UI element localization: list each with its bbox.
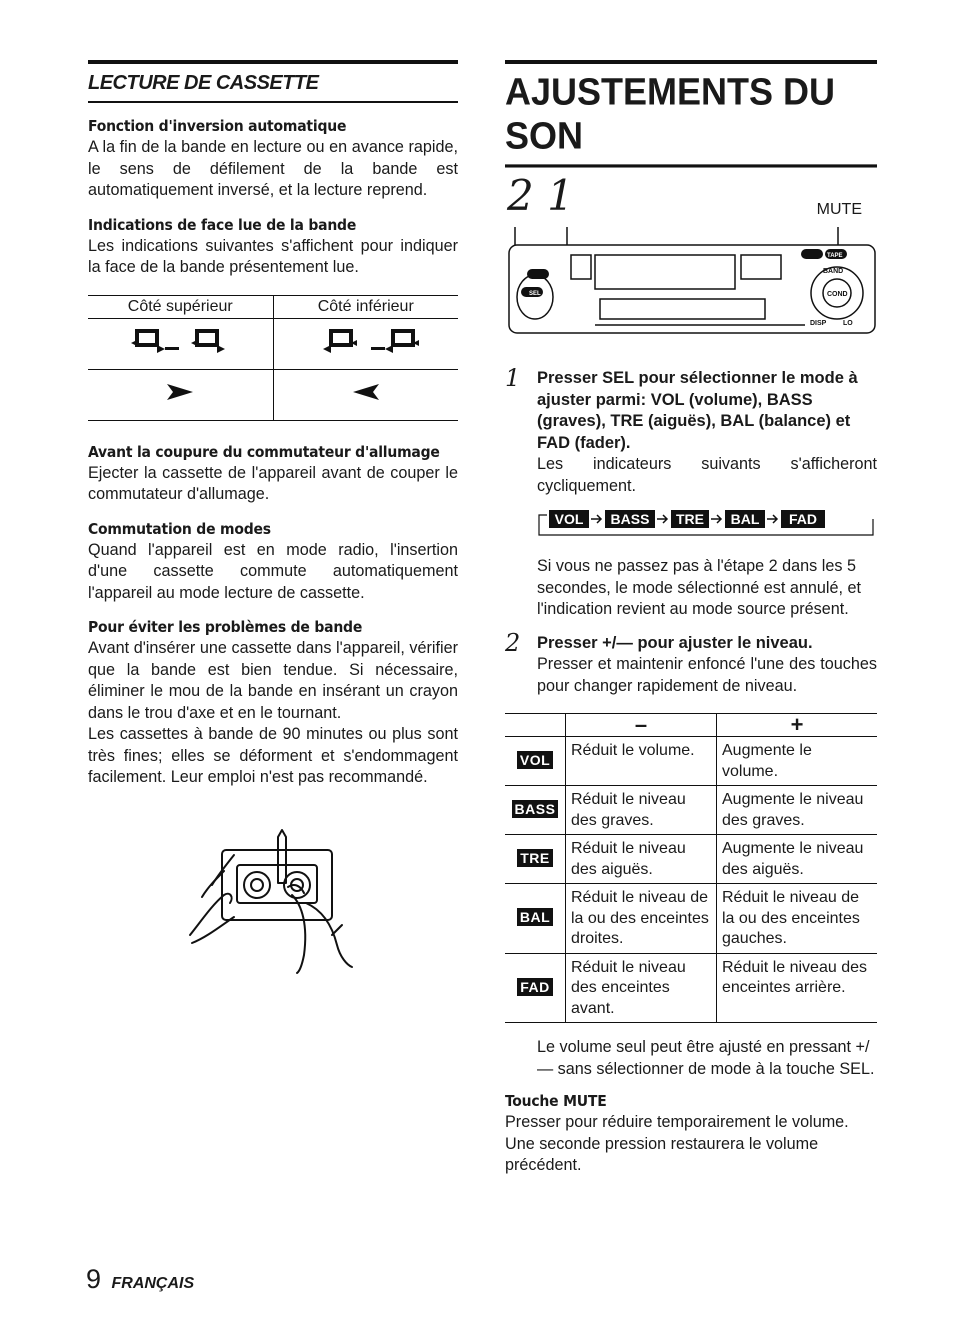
page-footer	[86, 1264, 194, 1295]
sequence-arrow	[657, 515, 667, 523]
col-lower-side: Côté inférieur	[273, 295, 458, 318]
text-mode-switch: Quand l'appareil est en mode radio, l'insertion d'une cassette commute automatiquement l'appareil au mode lecture de cassette.	[88, 540, 458, 602]
table-cell-plus: Augmente le volume.	[717, 737, 878, 786]
left-column	[88, 60, 458, 980]
heading-ignition: Avant la coupure du commutateur d'allumage	[88, 442, 440, 461]
volume-note	[505, 1037, 877, 1080]
upper-side-arrow	[88, 369, 273, 420]
table-cell-plus: Augmente le niveau des graves.	[717, 786, 878, 835]
lower-side-cassette-icons	[273, 318, 458, 369]
table-cell-minus: Réduit le niveau des aiguës.	[566, 835, 717, 884]
table-cell-minus: Réduit le niveau des enceintes avant.	[566, 953, 717, 1023]
table-cell-plus: Réduit le niveau des enceintes arrière.	[717, 953, 878, 1023]
mute-label: MUTE	[816, 201, 862, 218]
sequence-badge-fad: FAD	[789, 511, 817, 527]
right-column	[505, 60, 877, 1177]
heading-mode-switch: Commutation de modes	[88, 519, 271, 538]
table-cell-plus: Augmente le niveau des aiguës.	[717, 835, 878, 884]
table-cell-minus: Réduit le volume.	[566, 737, 717, 786]
adj-header-mode	[505, 714, 566, 737]
table-cell-minus: Réduit le niveau des graves.	[566, 786, 717, 835]
mode-badge-tre: TRE	[517, 849, 553, 867]
mode-badge-bass: BASS	[512, 800, 559, 818]
adj-header-plus: +	[717, 714, 878, 737]
sel-button-label: SEL	[529, 291, 541, 297]
figure-header	[505, 171, 877, 223]
step-2-heading: Presser +/— pour ajuster le niveau.	[537, 633, 813, 652]
sequence-arrow	[711, 515, 721, 523]
sequence-badge-vol: VOL	[554, 511, 584, 527]
heading-inversion: Fonction d'inversion automatique	[88, 117, 347, 135]
mode-sequence-diagram	[537, 509, 877, 539]
step-1-number: 1	[505, 364, 521, 392]
sequence-arrow	[591, 515, 601, 523]
car-radio-faceplate	[505, 227, 877, 337]
text-inversion: A la fin de la bande en lecture ou en avance rapide, le sens de défilement de la bande est automatiquement inversé, et la lecture reprend.	[88, 138, 458, 199]
language-label: FRANÇAIS	[111, 1275, 195, 1292]
mode-badge-fad: FAD	[517, 978, 553, 996]
adjustment-table	[505, 713, 877, 1023]
table-cell-minus: Réduit le niveau de la ou des enceintes droites.	[566, 884, 717, 954]
text-mute: Presser pour réduire temporairement le volume. Une seconde pression restaurera le volume précédent.	[505, 1113, 849, 1174]
cassette-pencil-illustration	[182, 825, 372, 975]
table-cell-plus: Réduit le niveau de la ou des enceintes gauches.	[717, 884, 878, 954]
tape-button-label: TAPE	[827, 253, 843, 259]
face-indication-table	[88, 295, 458, 421]
adj-header-minus: –	[566, 714, 717, 737]
step-2	[505, 628, 877, 698]
heading-mute: Touche MUTE	[505, 1092, 607, 1110]
step-1-text: Les indicateurs suivants s'afficheront cycliquement.	[537, 455, 877, 495]
step-1-after-text: Si vous ne passez pas à l'étape 2 dans les 5 secondes, le mode sélectionné est annulé, et l'indication revient au mode source présent.	[537, 557, 861, 618]
text-face-indications: Les indications suivantes s'affichent pour indiquer la face de la bande présentement lue.	[88, 236, 458, 276]
heading-tape-problems: Pour éviter les problèmes de bande	[88, 618, 363, 636]
sequence-badge-tre: TRE	[676, 511, 704, 527]
step-1-heading: Presser SEL pour sélectionner le mode à ajuster parmi: VOL (volume), BASS (graves), TRE (aiguës), BAL (balance) et FAD (fader).	[537, 369, 858, 452]
mode-badge-vol: VOL	[517, 751, 553, 769]
page-number: 9	[86, 1264, 102, 1294]
step-2-text: Presser et maintenir enfoncé l'une des touches pour changer rapidement de niveau.	[537, 655, 877, 695]
band-button-label: BAND	[823, 268, 844, 275]
heading-face-indications: Indications de face lue de la bande	[88, 215, 357, 234]
cassette-forward-icon	[115, 321, 245, 361]
disp-button-label: DISP	[810, 320, 827, 327]
sequence-arrow	[767, 515, 777, 523]
text-90min-cassettes: Les cassettes à bande de 90 minutes ou plus sont très fines; elles se déforment et s'endommagent facilement. Leur emploi n'est pas recommandé.	[88, 725, 458, 786]
cond-button-label: COND	[827, 291, 848, 298]
col-upper-side: Côté supérieur	[88, 295, 273, 318]
section-title-ajustements: AJUSTEMENTS DU SON	[505, 61, 877, 167]
mode-badge-bal: BAL	[517, 908, 553, 926]
figure-step-numbers: 2 1	[507, 171, 574, 220]
step-1	[505, 364, 877, 621]
text-tape-problems: Avant d'insérer une cassette dans l'appareil, vérifier que la bande est bien tendue. Si nécessaire, éliminer le mou de la bande en insérant un crayon dans le trou d'axe et en le tournant.	[88, 639, 458, 722]
lower-side-arrow	[273, 369, 458, 420]
cassette-reverse-icon	[301, 321, 431, 361]
lo-button-label: LO	[843, 320, 853, 327]
play-left-icon	[351, 382, 381, 402]
section-title-lecture: LECTURE DE CASSETTE	[88, 64, 458, 103]
play-right-icon	[165, 382, 195, 402]
text-ignition: Ejecter la cassette de l'appareil avant de couper le commutateur d'allumage.	[88, 463, 458, 503]
sequence-badge-bal: BAL	[730, 511, 760, 527]
upper-side-cassette-icons	[88, 318, 273, 369]
sequence-badge-bass: BASS	[610, 511, 650, 527]
volume-note-text: Le volume seul peut être ajusté en pressant +/— sans sélectionner de mode à la touche SEL.	[537, 1038, 875, 1078]
step-2-number: 2	[505, 628, 521, 657]
